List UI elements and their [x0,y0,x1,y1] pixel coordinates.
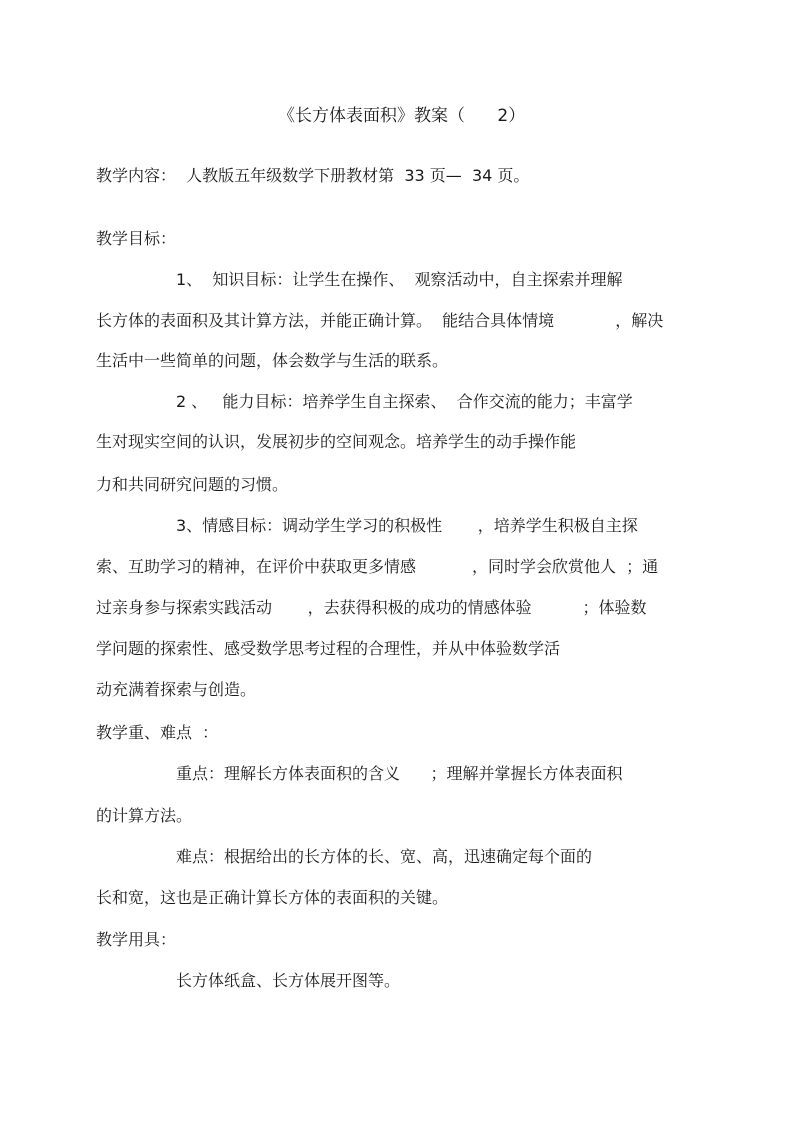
paragraph-line: 力和共同研究问题的习惯。 [96,475,289,494]
paragraph-line: 重点：理解长方体表面积的含义 ；理解并掌握长方体表面积 [176,764,623,783]
paragraph-line: 2 、 能力目标：培养学生自主探索、 合作交流的能力；丰富学 [176,392,633,411]
section-heading: 教学用具： [96,930,177,949]
paragraph-line: 长和宽，这也是正确计算长方体的表面积的关键。 [96,888,449,907]
paragraph-line: 长方体的表面积及其计算方法，并能正确计算。 能结合具体情境 ，解决 [96,311,664,330]
paragraph-line: 生活中一些简单的问题，体会数学与生活的联系。 [96,351,449,370]
paragraph-line: 生对现实空间的认识，发展初步的空间观念。培养学生的动手操作能 [96,432,577,451]
document-title: 《长方体表面积》教案（ 2） [278,106,526,126]
paragraph-line: 的计算方法。 [96,806,193,825]
section-heading: 教学重、难点 ： [96,723,219,742]
paragraph-line: 长方体纸盒、长方体展开图等。 [176,971,401,990]
content-line: 教学内容： 人教版五年级数学下册教材第 33 页— 34 页。 [96,166,530,185]
paragraph-line: 索、互助学习的精神，在评价中获取更多情感 ，同时学会欣赏他人 ；通 [96,557,659,576]
paragraph-line: 3、情感目标：调动学生学习的积极性 ，培养学生积极自主探 [176,516,638,535]
paragraph-line: 动充满着探索与创造。 [96,680,257,699]
paragraph-line: 学问题的探索性、感受数学思考过程的合理性，并从中体验数学活 [96,639,561,658]
paragraph-line: 难点：根据给出的长方体的长、宽、高，迅速确定每个面的 [176,847,593,866]
section-heading: 教学目标： [96,229,177,248]
paragraph-line: 1、 知识目标：让学生在操作、 观察活动中，自主探索并理解 [176,270,623,289]
paragraph-line: 过亲身参与探索实践活动 ，去获得积极的成功的情感体验 ；体验数 [96,598,647,617]
